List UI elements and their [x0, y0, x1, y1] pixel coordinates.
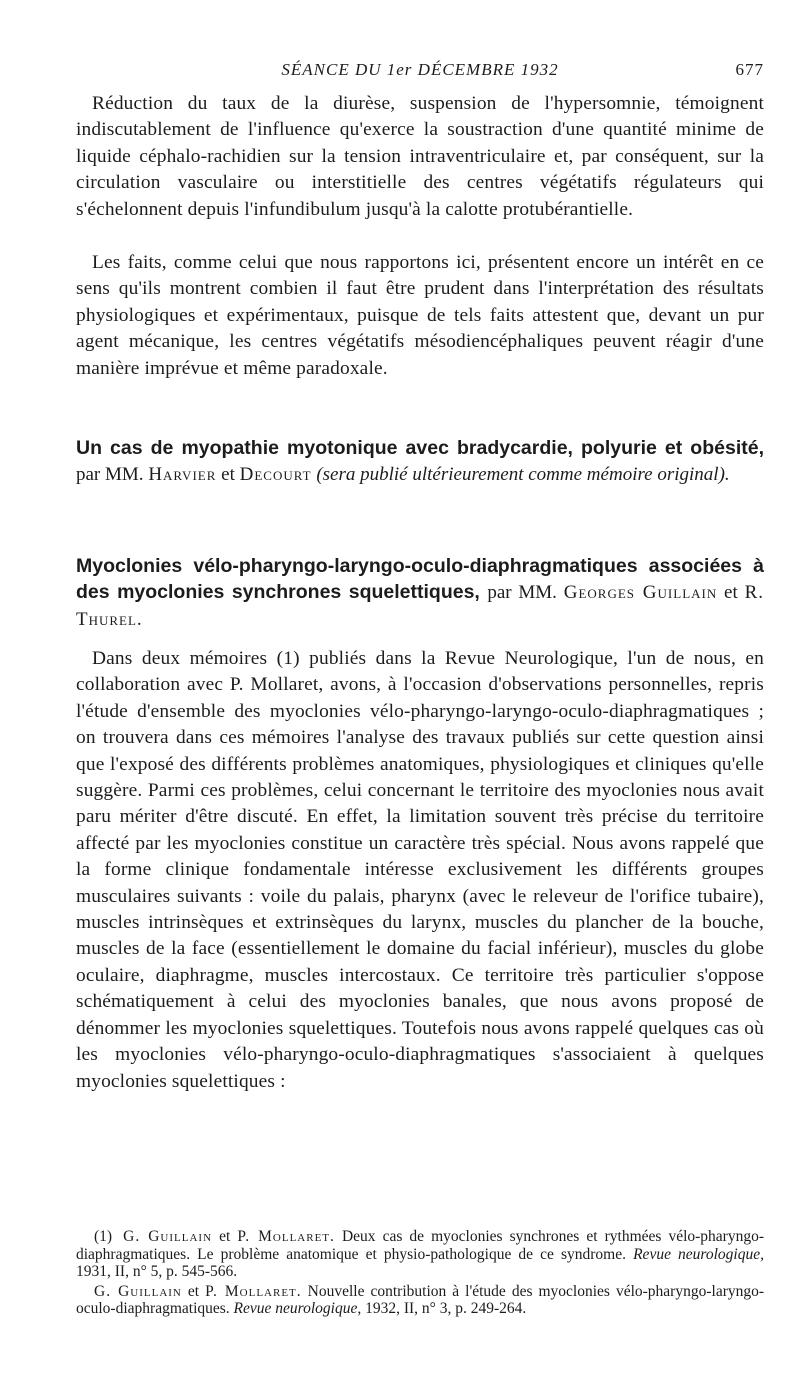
paragraph-dans-deux-memoires — [76, 646, 764, 1095]
paragraph-text: Réduction du taux de la diurèse, suspension de l'hypersomnie, témoignent indiscutablement de l'influence qu'exerce la soustraction d'une quantité minime de liquide céphalo-rachidien sur la tension intraventriculaire et, par conséquent, sur la circulation vasculaire ou interstitielle des centres végétatifs régulateurs qui s'échelonnent depuis l'infundibulum jusqu'à la calotte protubérantielle. — [76, 93, 764, 220]
par-word: par — [487, 582, 512, 603]
authors-prefix: MM. — [518, 582, 557, 603]
authors-prefix: MM. — [105, 464, 144, 485]
communication-title: Un cas de myopathie myotonique avec bradycardie, polyurie et obésité, — [76, 437, 764, 459]
footnote-reference: 1932, II, n° 3, p. 249-264. — [365, 1300, 527, 1317]
author-name: R. Thurel. — [76, 582, 764, 630]
footnote-number: (1) — [94, 1228, 113, 1245]
et-word: et — [219, 1228, 231, 1245]
author-name: Decourt — [239, 464, 312, 485]
communication-myoclonies — [76, 553, 764, 633]
journal-name: Revue neurologique, — [633, 1245, 764, 1263]
paragraph-faits — [76, 250, 764, 382]
paragraph-text: Les faits, comme celui que nous rapportons ici, présentent encore un intérêt en ce sens qu'ils montrent combien il faut être prudent dans l'interprétation des résultats physiologiques et expérimentaux, puisque de tels faits attestent que, devant un pur agent mécanique, les centres végétatifs mésodiencéphaliques peuvent réagir d'une manière imprévue et même paradoxale. — [76, 252, 764, 379]
running-title: SÉANCE DU 1er DÉCEMBRE 1932 — [281, 60, 559, 79]
page-number: 677 — [735, 60, 764, 79]
par-word: par — [76, 464, 101, 485]
footnote-author: P. Mollaret. — [205, 1282, 302, 1300]
footnotes — [76, 1228, 764, 1320]
communication-title: Myoclonies vélo-pharyngo-laryngo-oculo-diaphragmatiques associées à des myoclonies synchrones squelettiques, — [76, 555, 764, 603]
author-name: Harvier — [148, 464, 217, 485]
et-word: et — [724, 582, 738, 603]
running-header — [76, 60, 764, 86]
journal-name: Revue neurologique, — [233, 1300, 362, 1317]
footnote-text: Deux cas de myoclonies synchrones et rythmées vélo-pharyngo-diaphragmatiques. Le problème anatomique et physio-pathologique de ce syndrome. — [76, 1228, 765, 1263]
publication-note: (sera publié ultérieurement comme mémoire original). — [316, 464, 730, 485]
author-name: Georges Guillain — [563, 582, 718, 603]
footnote-author: G. Guillain — [94, 1282, 182, 1300]
et-word: et — [221, 464, 235, 485]
communication-heading — [76, 435, 764, 488]
et-word: et — [187, 1282, 200, 1300]
paragraph-diurese — [76, 91, 764, 223]
communication-heading — [76, 553, 764, 633]
paragraph-text: Dans deux mémoires (1) publiés dans la Revue Neurologique, l'un de nous, en collaboration avec P. Mollaret, avons, à l'occasion d'observations personnelles, repris l'étude d'ensemble des myoclonies vélo-pharyngo-laryngo-oculo-diaphragmatiques ; on trouvera dans ces mémoires l'analyse des travaux publiés sur cette question ainsi que l'exposé des différents problèmes anatomiques, physiologiques et cliniques qu'elle suggère. Parmi ces problèmes, celui concernant le territoire des myoclonies nous avait paru mériter d'être discuté. En effet, la limitation souvent très précise du territoire affecté par les myoclonies constitue un caractère très spécial. Nous avons rappelé que la forme clinique fondamentale intéresse exclusivement les différents groupes musculaires suivants : voile du palais, pharynx (avec le releveur de l'orifice tubaire), muscles intrinsèques et extrinsèques du larynx, muscles du plancher de la bouche, muscles de la face (essentiellement le domaine du facial inférieur), muscles du globe oculaire, diaphragme, muscles intercostaux. Ce territoire très particulier s'oppose schématiquement à celui des myoclonies banales, que nous avons proposé de dénommer les myoclonies squelettiques. Toutefois nous avons rappelé quelques cas où les myoclonies vélo-pharyngo-oculo-diaphragmatiques s'associaient à quelques myoclonies squelettiques : — [76, 648, 764, 1092]
footnote-author: P. Mollaret. — [237, 1228, 335, 1245]
footnote-author: G. Guillain — [123, 1228, 213, 1245]
footnote-text: Nouvelle contribution à l'étude des myoclonies vélo-pharyngo-laryngo-oculo-diaphragmatiques. — [76, 1282, 765, 1317]
footnote — [76, 1283, 764, 1318]
communication-myopathie — [76, 435, 764, 488]
footnote — [76, 1228, 764, 1281]
footnote-reference: 1931, II, n° 5, p. 545-566. — [76, 1263, 238, 1280]
